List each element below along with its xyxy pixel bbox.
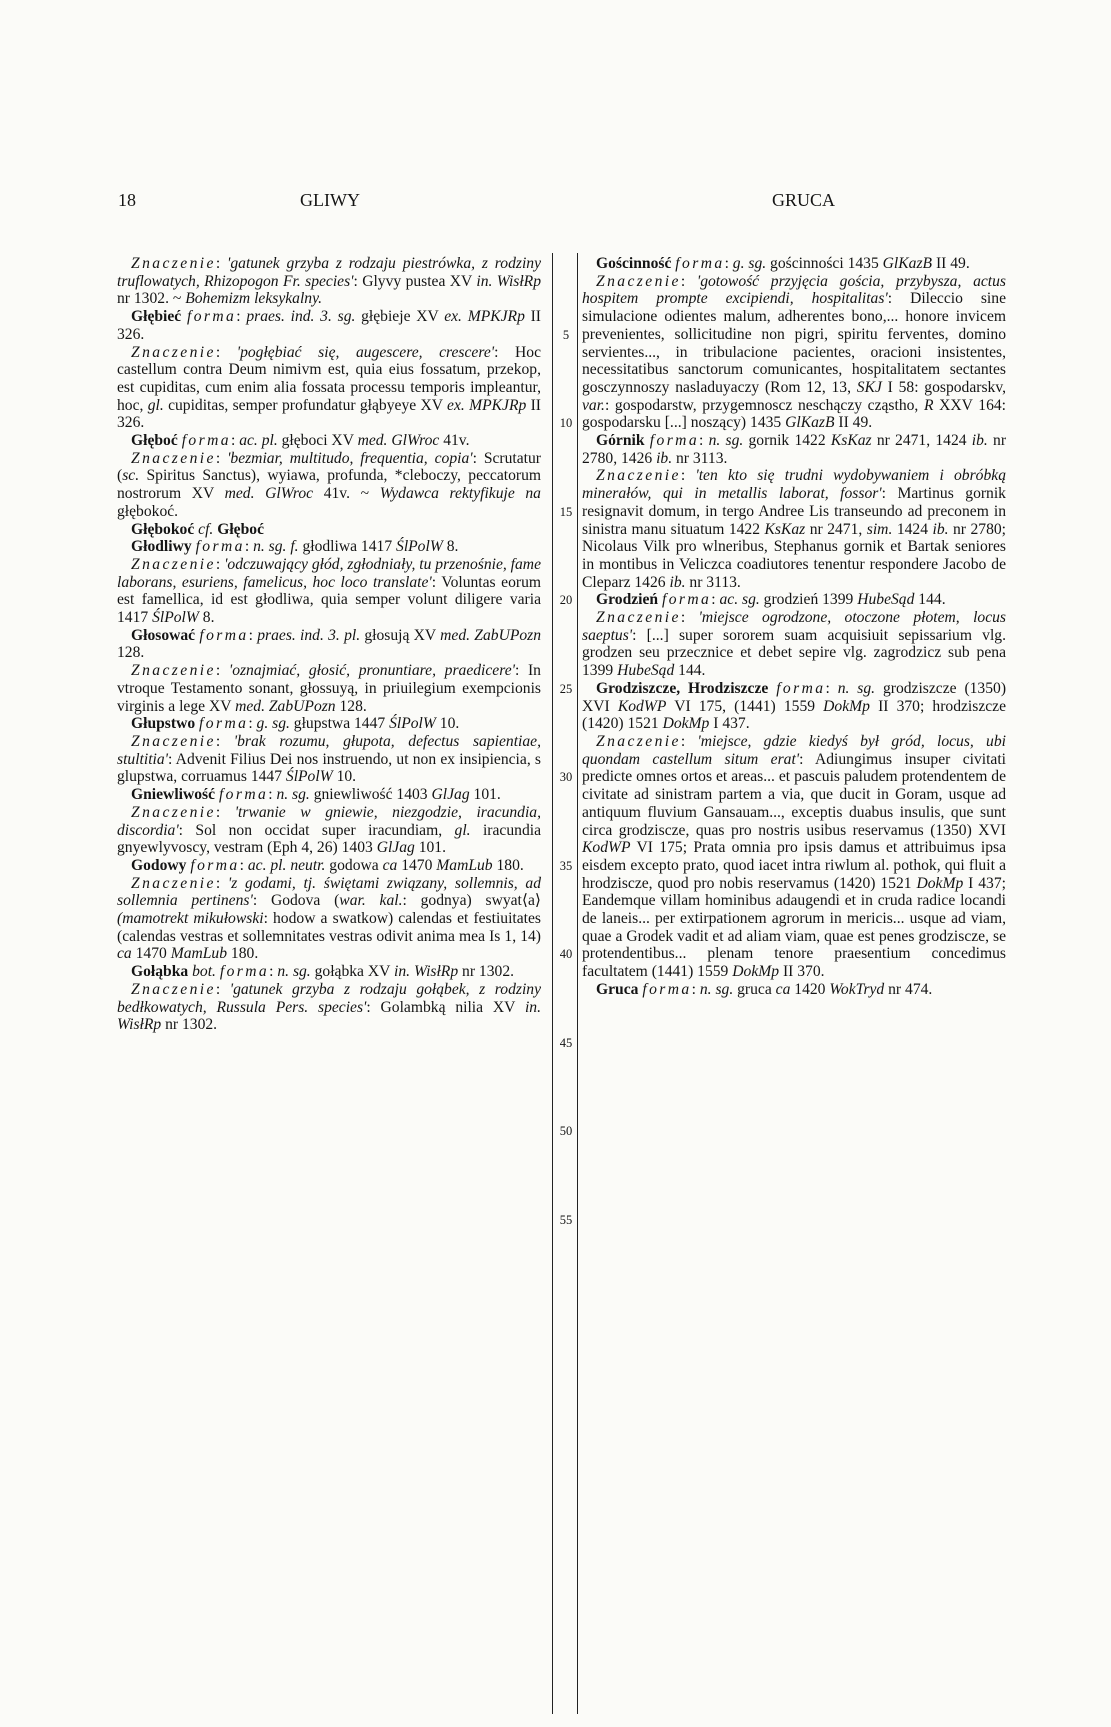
- forma-label: forma: [199, 626, 249, 644]
- text-run: głębokoć.: [117, 502, 179, 520]
- entry-paragraph: [117, 627, 541, 662]
- znaczenie-label: Znaczenie: [131, 343, 216, 361]
- italic-run: gl.: [454, 821, 471, 839]
- italic-run: WokTryd: [829, 980, 885, 998]
- text-run: :: [269, 963, 278, 981]
- text-run: godowa: [325, 856, 383, 874]
- entry-paragraph: [117, 857, 541, 875]
- entry-paragraph: [117, 963, 541, 981]
- text-run: gniewliwość 1403: [309, 786, 432, 804]
- column-rule-left: [552, 253, 553, 1714]
- text-run: II 370; hrodziszcze (1420) 1521: [582, 697, 1006, 733]
- line-number: 20: [559, 593, 573, 608]
- italic-run: HubeSąd: [857, 591, 915, 609]
- line-number: 25: [559, 681, 573, 696]
- entry-paragraph: [582, 981, 1006, 999]
- header-first-entry: GLIWY: [300, 190, 360, 210]
- forma-label: forma: [776, 679, 826, 697]
- italic-run: n. sg.: [699, 980, 734, 998]
- text-run: I 437.: [709, 715, 750, 733]
- italic-run: GlJag: [376, 839, 415, 857]
- text-run: : Godova (: [252, 892, 340, 910]
- forma-label: forma: [649, 432, 700, 450]
- text-run: 1470: [131, 945, 171, 963]
- znaczenie-label: Znaczenie: [596, 732, 681, 750]
- headword: Górnik: [596, 432, 645, 450]
- text-run: I 437; Eandemque villam hominibus adaugendi et in cruda radice locandi de laneis... per extirpationem agrorum in mericis... usque ad viam, quae a Grodek vadit et ad aliam viam, quae est penes grodziscze, se protendentibus... plenam tenore praesentium concedimus facultatem (1441) 1559: [582, 874, 1006, 981]
- text-run: głębieje XV: [355, 308, 445, 326]
- italic-run: ib.: [656, 449, 673, 467]
- text-run: 144.: [914, 591, 946, 609]
- entry-paragraph: [117, 715, 541, 733]
- text-run: nr 1302.: [458, 963, 515, 981]
- entry-paragraph: [117, 981, 541, 1034]
- italic-run: in. WisłRp: [476, 272, 541, 290]
- italic-run: KsKaz: [830, 432, 872, 450]
- line-number: 45: [559, 1035, 573, 1050]
- italic-run: 'miejsce, gdzie kiedyś był gród, locus, ubi quondam castellum situm erat': [582, 732, 1006, 768]
- right-column: [582, 255, 1006, 999]
- text-run: nr 1302.: [161, 1016, 218, 1034]
- italic-run: ca: [117, 945, 132, 963]
- text-run: Spiritus Sanctus), wyiawa, profunda, *cleboczy, peccatorum nostrorum XV: [117, 467, 541, 503]
- italic-run: ac. pl.: [239, 432, 278, 450]
- entry-paragraph: [117, 450, 541, 521]
- text-run: :: [724, 255, 733, 272]
- text-run: nr 2471,: [805, 520, 867, 538]
- text-run: :: [680, 467, 696, 485]
- italic-run: ex. MPKJRp: [444, 308, 525, 326]
- italic-run: ac. sg.: [719, 591, 760, 609]
- entry-paragraph: [117, 556, 541, 627]
- text-run: nr 2471, 1424: [871, 432, 972, 450]
- text-run: : Martinus gornik resignavit domum, in tergo Andree Lis transeundo ad preconem in sinistra manu situatum 1422: [582, 485, 1006, 538]
- italic-run: HubeSąd: [617, 662, 675, 680]
- headword: Godowy: [131, 856, 187, 874]
- text-run: 41v. ~: [313, 485, 380, 503]
- znaczenie-label: Znaczenie: [131, 449, 216, 467]
- entry-paragraph: [117, 786, 541, 804]
- text-run: :: [215, 343, 237, 361]
- headword: Gościnność: [596, 255, 672, 272]
- entry-paragraph: [117, 255, 541, 308]
- italic-run: GlKazB: [882, 255, 933, 272]
- entry-paragraph: [117, 733, 541, 786]
- text-run: 10.: [332, 768, 357, 786]
- text-run: :: [680, 609, 699, 627]
- text-run: 1424: [892, 520, 933, 538]
- entry-paragraph: [117, 344, 541, 433]
- italic-run: cf.: [198, 520, 214, 538]
- line-number: 5: [562, 327, 570, 342]
- text-run: II 49.: [932, 255, 970, 272]
- znaczenie-label: Znaczenie: [131, 732, 216, 750]
- headword: Grodziszcze, Hrodziszcze: [596, 679, 769, 697]
- headword: Głębokoć: [131, 520, 195, 538]
- znaczenie-label: Znaczenie: [131, 662, 216, 680]
- text-run: I 58: gospodarskv,: [881, 378, 1006, 396]
- entry-paragraph: [582, 591, 1006, 609]
- italic-run: GlKazB: [785, 414, 835, 432]
- italic-run: ib.: [971, 432, 988, 450]
- italic-run: med. ZabUPozn: [440, 626, 542, 644]
- text-run: 1470: [397, 856, 437, 874]
- italic-run: ca: [382, 856, 398, 874]
- italic-run: 'odczuwający głód, zgłodniały, tu przenośnie, fame laborans, esuriens, famelicus, hoc loco translate': [117, 555, 541, 591]
- forma-label: forma: [181, 432, 231, 450]
- text-run: :: [691, 980, 700, 998]
- italic-run: KodWP: [582, 839, 631, 857]
- znaczenie-label: Znaczenie: [596, 609, 681, 627]
- text-run: :: [239, 856, 248, 874]
- italic-run: med. GlWroc: [224, 485, 314, 503]
- forma-label: forma: [186, 308, 237, 326]
- text-run: nr 3113.: [685, 573, 741, 591]
- italic-run: KodWP: [617, 697, 667, 715]
- headword: Głupstwo: [131, 715, 196, 733]
- line-number: 40: [559, 947, 573, 962]
- text-run: : Adiungimus insuper civitati predicte omnes ortos et areas... et pascuis paludem protendentem de civitate ad sinistram partem a via, que ducit in Goram, usque ad antiquum fluvium Gansauam..., exceptis duabus insulis, que sunt circa grodziscze, quas pro nostris usibus reservamus (1350) XVI: [582, 750, 1007, 839]
- text-run: : [...] super sororem suam acquisiuit sepissarium vlg. grodzen seu przecznice et debet sepire vlg. zagrodzicz sub pena 1399: [582, 626, 1006, 680]
- text-run: nr 474.: [884, 980, 933, 998]
- text-run: :: [215, 662, 229, 680]
- entry-paragraph: [582, 432, 1006, 467]
- italic-run: Bohemizm leksykalny.: [185, 290, 323, 308]
- text-run: XXV 164: gospodarsku [...] noszący) 1435: [582, 396, 1006, 432]
- text-run: :: [215, 449, 228, 467]
- text-run: : Glyvy pustea XV: [353, 272, 477, 290]
- italic-run: R: [923, 396, 934, 414]
- headword: Gruca: [596, 980, 639, 998]
- italic-run: gl.: [147, 396, 164, 414]
- italic-run: 'gatunek grzyba z rodzaju piestrówka, z rodziny truflowatych, Rhizopogon Fr. species': [117, 255, 541, 290]
- entry-paragraph: [117, 804, 541, 857]
- italic-run: ib.: [932, 520, 949, 538]
- italic-run: ca: [775, 980, 791, 998]
- forma-label: forma: [662, 591, 712, 609]
- text-run: :: [248, 715, 257, 733]
- text-run: nr 3113.: [672, 449, 728, 467]
- italic-run: DokMp: [732, 963, 780, 981]
- text-run: :: [215, 874, 228, 892]
- headword: Grodzień: [596, 591, 659, 609]
- italic-run: n. sg.: [276, 786, 310, 804]
- text-run: :: [825, 679, 838, 697]
- italic-run: 'brak rozumu, głupota, defectus sapientiae, stultitia': [117, 732, 541, 768]
- line-number: 35: [559, 858, 573, 873]
- line-number: 30: [559, 770, 573, 785]
- text-run: II 49.: [834, 414, 873, 432]
- text-run: : Sol non occidat super iracundiam,: [178, 821, 455, 839]
- line-number: 55: [559, 1212, 573, 1227]
- entry-paragraph: [117, 875, 541, 964]
- entry-paragraph: [117, 521, 541, 539]
- text-run: gruca: [733, 980, 776, 998]
- italic-run: ib.: [669, 573, 686, 591]
- forma-label: forma: [199, 715, 249, 733]
- headword: Głosować: [131, 626, 196, 644]
- text-run: : godnya) swyat⟨a⟩: [402, 892, 541, 910]
- forma-label: forma: [190, 856, 240, 874]
- text-run: gościnności 1435: [766, 255, 883, 272]
- text-run: :: [236, 308, 247, 326]
- headword: Głęboć: [217, 520, 264, 538]
- text-run: : Hoc castellum contra Deum nimivm est, quia eius fossatum, przekop, est cupiditas, cum enim alia fossata processu temporis impleantur, hoc,: [117, 343, 541, 414]
- italic-run: g. sg.: [256, 715, 290, 733]
- text-run: głupstwa 1447: [289, 715, 390, 733]
- italic-run: g. sg.: [732, 255, 767, 272]
- znaczenie-label: Znaczenie: [131, 255, 216, 272]
- text-run: 180.: [492, 856, 524, 874]
- italic-run: 'pogłębiać się, augescere, crescere': [236, 343, 495, 361]
- italic-run: 'bezmiar, multitudo, frequentia, copia': [227, 449, 473, 467]
- text-run: iracundia gnyewlyvoscy, vestram (Eph 4, 26) 1403: [117, 821, 541, 857]
- headword: Głodliwy: [131, 538, 192, 556]
- text-run: : Golambką nilia XV: [366, 998, 525, 1016]
- znaczenie-label: Znaczenie: [131, 555, 216, 573]
- italic-run: in. WisłRp: [117, 998, 541, 1034]
- text-run: II 326.: [117, 308, 542, 343]
- text-run: 128.: [335, 697, 367, 715]
- headword: Głębieć: [131, 308, 182, 326]
- text-run: : Advenit Filius Dei nos instruendo, ut non ex insipiencia, s glupstwa, corruamus 1447: [117, 750, 541, 786]
- headword: Gołąbka: [131, 963, 189, 981]
- italic-run: DokMp: [662, 715, 710, 733]
- text-run: :: [680, 732, 698, 750]
- text-run: : gospodarstw, przygemnoscz neschączy cząstho,: [604, 396, 924, 414]
- page-number: 18: [118, 190, 136, 210]
- line-number: 50: [559, 1124, 573, 1139]
- text-run: gornik 1422: [743, 432, 831, 450]
- znaczenie-label: Znaczenie: [131, 803, 216, 821]
- text-run: nr 2780, 1426: [582, 432, 1007, 467]
- text-run: : Voluntas eorum est famellica, id est głodliwa, quia semper volunt diligere varia 1417: [117, 573, 541, 627]
- text-run: :: [230, 432, 240, 450]
- italic-run: war. kal.: [339, 892, 403, 910]
- entry-paragraph: [582, 273, 1006, 432]
- italic-run: 'ten kto się trudni wydobywaniem i obróbką minerałów, qui in metallis laborat, fossor': [582, 467, 1006, 503]
- entry-paragraph: [117, 538, 541, 556]
- text-run: 144.: [674, 662, 706, 680]
- italic-run: MamLub: [436, 856, 493, 874]
- text-run: grodzień 1399: [759, 591, 858, 609]
- line-number: 15: [559, 504, 573, 519]
- italic-run: SKJ: [856, 378, 882, 396]
- entry-paragraph: [582, 467, 1006, 591]
- entry-paragraph: [117, 308, 541, 343]
- running-header: [0, 190, 1111, 220]
- italic-run: 'trwanie w gniewie, niezgodzie, iracundia, discordia': [117, 803, 541, 839]
- italic-run: DokMp: [916, 874, 964, 892]
- italic-run: med. GlWroc: [357, 432, 440, 450]
- text-run: 10.: [435, 715, 460, 733]
- text-run: II 370.: [779, 963, 825, 981]
- italic-run: 'miejsce ogrodzone, otoczone płotem, locus saeptus': [582, 609, 1006, 644]
- italic-run: ŚlPolW: [152, 609, 199, 627]
- text-run: :: [711, 591, 720, 609]
- italic-run: sim.: [866, 520, 893, 538]
- text-run: II 326.: [117, 396, 541, 432]
- entry-paragraph: [582, 680, 1006, 733]
- italic-run: n. sg.: [277, 963, 311, 981]
- znaczenie-label: Znaczenie: [596, 272, 681, 290]
- entry-paragraph: [582, 733, 1006, 981]
- headword: Głęboć: [131, 432, 178, 450]
- italic-run: praes. ind. 3. pl.: [257, 626, 361, 644]
- znaczenie-label: Znaczenie: [131, 980, 216, 998]
- forma-label: forma: [218, 786, 269, 804]
- text-run: : Dileccio sine simulacione odientes malum, adherentes bono,... honore invicem prevenientes, sollicitudine non pigri, spiritu ferventes, domino servientes..., in tribulacione pacientes, oracioni insistentes, necessitatibus sanctorum comunicantes, hospitalitatem sectantes gosczynnoszy nasladuyaczy (Rom 12, 13,: [582, 290, 1006, 396]
- left-column: [117, 255, 541, 1034]
- italic-run: med. ZabUPozn: [235, 697, 336, 715]
- italic-run: DokMp: [823, 697, 870, 715]
- italic-run: (mamotrekt mikułowski: [117, 910, 264, 928]
- italic-run: n. sg. f.: [253, 538, 299, 556]
- forma-label: forma: [219, 963, 270, 981]
- text-run: nr 2780; Nicolaus Vilk pro wlneribus, Stephanus gornik et Bartak seniores in montibus in Veliczca coadiutores tenentur respondere Jacobo de Cleparz 1426: [582, 520, 1006, 591]
- italic-run: 'oznajmiać, głosić, pronuntiare, praedicere': [228, 662, 515, 680]
- italic-run: in. WisłRp: [394, 963, 459, 981]
- italic-run: 'z godami, tj. świętami związany, sollemnis, ad sollemnia pertinens': [117, 874, 542, 910]
- text-run: : Scrutatur (: [117, 449, 541, 485]
- text-run: :: [215, 255, 228, 272]
- italic-run: n. sg.: [708, 432, 744, 450]
- italic-run: Wydawca rektyfikuje na: [379, 485, 541, 503]
- text-run: głęboci XV: [277, 432, 358, 450]
- znaczenie-label: Znaczenie: [131, 874, 216, 892]
- entry-paragraph: [117, 432, 541, 450]
- italic-run: sc.: [122, 467, 140, 485]
- italic-run: GlJag: [431, 786, 470, 804]
- line-number: 10: [559, 416, 573, 431]
- text-run: grodziszcze (1350) XVI: [582, 679, 1007, 715]
- italic-run: ŚlPolW: [396, 538, 443, 556]
- text-run: :: [215, 803, 235, 821]
- text-run: 41v.: [439, 432, 470, 450]
- italic-run: MamLub: [170, 945, 228, 963]
- text-run: 8.: [198, 609, 215, 627]
- headword: Gniewliwość: [131, 786, 216, 804]
- italic-run: ŚlPolW: [389, 715, 436, 733]
- znaczenie-label: Znaczenie: [596, 467, 681, 485]
- header-last-entry: GRUCA: [772, 190, 836, 210]
- text-run: :: [215, 980, 230, 998]
- text-run: cupiditas, semper profundatur głąbyeye XV: [163, 396, 448, 414]
- forma-label: forma: [642, 980, 692, 998]
- text-run: VI 175; Prata omnia pro ipsis damus et attribuimus ipsa eisdem excepto prato, quod iacet intra riwlum al. pothok, qui fluit a hrodziscze, quod pro nobis reservamus (1420) 1521: [582, 839, 1006, 892]
- text-run: :: [268, 786, 277, 804]
- text-run: 101.: [414, 839, 446, 857]
- italic-run: 'gatunek grzyba z rodzaju gołąbek, z rodziny bedłkowatych, Russula Pers. species': [117, 980, 541, 1016]
- text-run: 1420: [790, 980, 830, 998]
- text-run: :: [248, 626, 258, 644]
- text-run: 8.: [442, 538, 459, 556]
- forma-label: forma: [195, 538, 245, 556]
- text-run: :: [680, 272, 697, 290]
- forma-label: forma: [675, 255, 725, 272]
- italic-run: praes. ind. 3. sg.: [246, 308, 356, 326]
- italic-run: KsKaz: [764, 520, 806, 538]
- entry-paragraph: [582, 255, 1006, 273]
- text-run: :: [244, 538, 254, 556]
- text-run: głosują XV: [360, 626, 441, 644]
- text-run: głodliwa 1417: [298, 538, 397, 556]
- italic-run: ŚlPolW: [285, 768, 333, 786]
- entry-paragraph: [582, 609, 1006, 680]
- entry-paragraph: [117, 662, 541, 715]
- italic-run: var.: [582, 396, 605, 414]
- text-run: : In vtroque Testamento sonant, głossuyą, in priuilegium exempcionis virginis a lege XV: [117, 662, 541, 715]
- italic-run: n. sg.: [837, 679, 876, 697]
- column-rule-right: [577, 253, 578, 1714]
- text-run: VI 175, (1441) 1559: [666, 697, 824, 715]
- italic-run: ex. MPKJRp: [447, 396, 527, 414]
- italic-run: bot.: [192, 963, 216, 981]
- text-run: gołąbka XV: [310, 963, 395, 981]
- text-run: :: [215, 732, 234, 750]
- text-run: 180.: [227, 945, 259, 963]
- italic-run: ac. pl. neutr.: [247, 856, 326, 874]
- italic-run: 'gotowość przyjęcia gościa, przybysza, actus hospitem prompte excipiendi, hospitalitas': [582, 272, 1006, 308]
- text-run: 128.: [117, 644, 145, 662]
- text-run: : hodow a swatkow) calendas et festiuitates (calendas vestras et sollemnitates vestras odivit anima mea Is 1, 14): [117, 910, 541, 945]
- text-run: :: [215, 555, 225, 573]
- text-run: nr 1302. ~: [117, 290, 186, 308]
- text-run: :: [699, 432, 709, 450]
- text-run: 101.: [469, 786, 501, 804]
